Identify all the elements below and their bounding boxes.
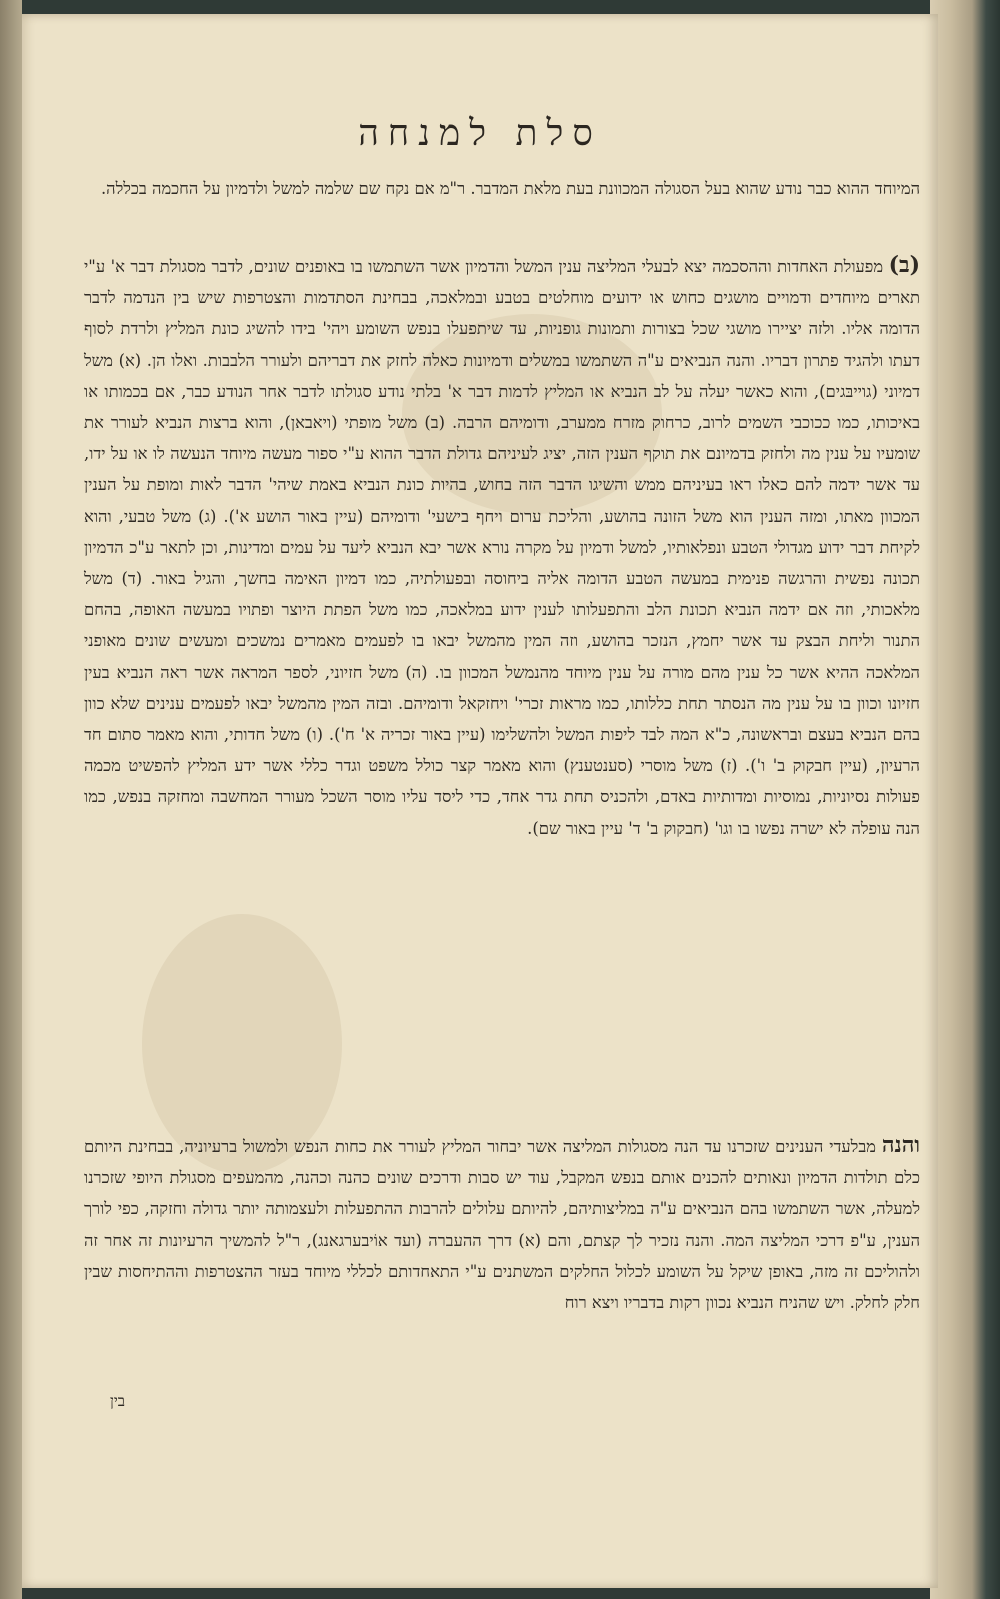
page-edges — [930, 0, 1000, 1599]
paragraph-vehineh — [84, 1130, 920, 1318]
paragraph-text: מפעולת האחדות וההסכמה יצא לבעלי המליצה ענין המשל והדמיון אשר השתמשו בו באופנים שונים, לדבר מסגולת דבר א' ע"י תארים מיוחדים ודמויים מושגים כחוש או ידועים מוחלטים בטבע ובמלאכה, בבחינת הסתדמות והצטרפות שיש בין הנדמה לדבר הדומה אליו. ולזה יציירו מושגי שכל בצורות ותמונות גופניות, עד שיתפעלו בנפש השומע ויהי' בידו להשיג כונת המליץ ולרדת לסוף דעתו ולהגיד פתרון דבריו. והנה הנביאים ע"ה השתמשו במשלים ודמיונות כאלה לחזק את דבריהם ולעורר הלבבות. ואלו הן. (א) משל דמיוני (גוייבּגים), והוא כאשר יעלה על לב הנביא או המליץ לדמות דבר א' בלתי נודע סגולתו לדבר אחר הנודע כבר, אם בכמותו או באיכותו, כמו ככוכבי השמים לרוב, כרחוק מזרח ממערב, ודומיהם הרבה. (ב) משל מופתי (ויאבאן), והוא ברצות הנביא לעורר את שומעיו על ענין מה ולחזק בדמיונם את תוקף הענין הזה, יציג לעיניהם גדולת הדבר ההוא ע"י ספור מעשה מיוחד הנעשה לו או על ידו, עד אשר ידמה להם כאלו ראו בעיניהם ממש והשיגו הדבר הזה בחוש, בהיות כונת הנביא באמת שיהי' הדבר לאות ומופת על הענין המכוון מאתו, ומזה הענין הוא משל הזונה בהושע, והליכת ערום ויחף בישעי' ודומיהם (עיין באור הושע א'). (ג) משל טבעי, והוא לקיחת דבר ידוע מגדולי הטבע ונפלאותיו, למשל ודמיון על מקרה נורא אשר יבא הנביא ליעד על עמים ומדינות, וכן לתאר ע"כ הדמיון תכונה נפשית והרגשה פנימית במעשה הטבע הדומה אליה ביחוסה ובפעולתיה, כמו דמיון האימה בחשך, והגיל באור. (ד) משל מלאכותי, וזה אם ידמה הנביא תכונת הלב והתפעלותו לענין ידוע במלאכה, כמו משל הפתת היוצר ופתויו במעשה האופה, בהחם התנור וליחת הבצק עד אשר יחמץ, הנזכר בהושע, וזה המין מהמשל יבאו בו לפעמים מאמרים נמשכים ומעשים שונים מאופני המלאכה ההיא אשר כל ענין מהם מורה על ענין מיוחד מהנמשל המכוון בו. (ה) משל חזיוני, לספר המראה אשר ראה הנביא בעין חזיונו וכוון בו על ענין מה הנסתר תחת כללותו, כמו מראות זכרי' ויחזקאל ודומיהם. ובזה המין מהמשל יבאו לפעמים ענינים שלא כוון בהם הנביא בעצם ובראשונה, כ"א המה לבד ליפות המשל ולהשלימו (עיין באור זכריה א' ח'). (ו) משל חדותי, והוא מאמר סתום חד הרעיון, (עיין חבקוק ב' ו'). (ז) משל מוסרי (סענטענץ) והוא מאמר קצר כולל משפט וגדר כללי אשר ידע המליץ להפשיט מכמה פעולות נסיוניות, נמוסיות ומדותיות באדם, ולהכניס תחת גדר אחד, כדי ליסד עליו מוסר השכל מעורר המחשבה ומחזקה בנפש, כמו הנה עופלה לא ישרה נפשו בו וגו' (חבקוק ב' ד' עיין באור שם). — [84, 257, 920, 838]
catchword: בין — [110, 1392, 125, 1410]
paragraph-intro — [84, 172, 920, 204]
book-spine-shadow — [0, 0, 22, 1599]
page-title: סלת למנחה — [358, 113, 602, 154]
book-page — [22, 14, 938, 1588]
paragraph-lead: והנה — [881, 1132, 920, 1158]
paragraph-section-b — [84, 250, 920, 844]
paragraph-lead: (ב) — [888, 252, 920, 278]
paragraph-text: מבלעדי הענינים שזכרנו עד הנה מסגולות המליצה אשר יבחור המליץ לעורר את כחות הנפש ולמשול ברעיוניה, בבחינת היותם כלם תולדות הדמיון ונאותים להכנים אותם בנפש המקבל, עוד יש סבות ודרכים שונים כהנה וכהנה, מהמעפים מסגולת היופי שזכרנו למעלה, אשר השתמשו בהם הנביאים ע"ה במליצותיהם, להיותם עלולים להרבות ההתפעלות ולעצמותה יותר גדולה וחזקה, כפי לורך הענין, ע"פ דרכי המליצה המה. והנה נזכיר לך קצתם, והם (א) דרך ההעברה (ועד אוֹיבערגאנג), ר"ל להמשיך הרעיונות זה אחר זה ולהוליכם זה מזה, באופן שיקל על השומע לכלול החלקים המשתנים ע"י התאחדותם לכללי מיוחד בעזר ההצטרפות וההתיחסות שבין חלק לחלק. ויש שהניח הנביא נכוון רקות בדבריו ויצא רוח — [84, 1137, 920, 1313]
paragraph-text: המיוחד ההוא כבר נודע שהוא בעל הסגולה המכוונת בעת מלאת המדבר. ר"מ אם נקח שם שלמה למשל ולדמיון על החכמה בכללה. — [100, 179, 920, 198]
